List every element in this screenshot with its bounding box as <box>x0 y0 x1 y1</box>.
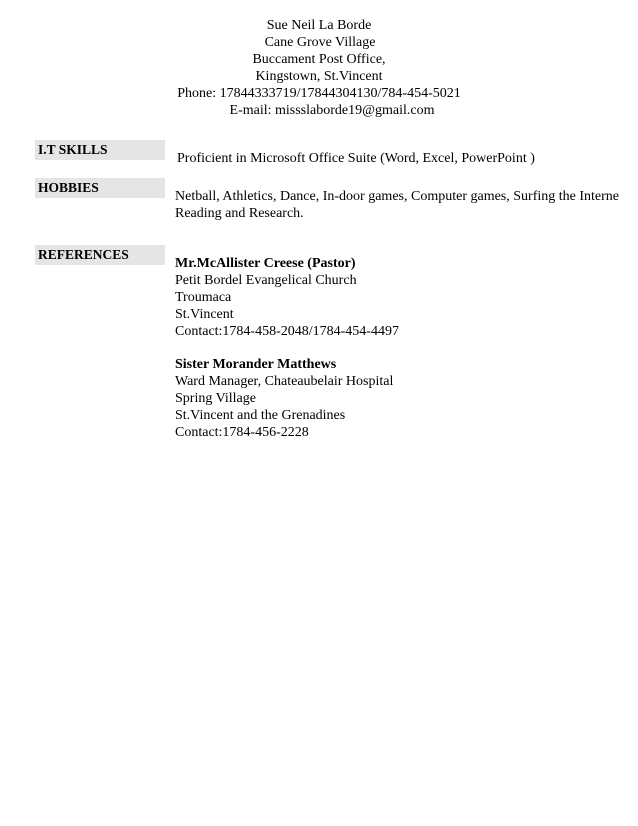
reference-2-line-2: Spring Village <box>175 391 256 406</box>
email-line: E-mail: missslaborde19@gmail.com <box>229 103 435 118</box>
reference-1-line-1: Petit Bordel Evangelical Church <box>175 273 357 288</box>
reference-2-line-3: St.Vincent and the Grenadines <box>175 408 346 423</box>
reference-1-line-2: Troumaca <box>175 290 232 305</box>
it-skills-heading: I.T SKILLS <box>35 140 165 160</box>
phone-line: Phone: 17844333719/17844304130/784-454-5021 <box>177 86 461 101</box>
address-line-3: Kingstown, St.Vincent <box>255 69 383 84</box>
reference-2-contact: Contact:1784-456-2228 <box>175 425 309 440</box>
hobbies-line-1: Netball, Athletics, Dance, In-door games, Computer games, Surfing the Interne <box>175 189 619 204</box>
reference-2-line-1: Ward Manager, Chateaubelair Hospital <box>175 374 394 389</box>
reference-2 <box>175 356 393 441</box>
hobbies-heading: HOBBIES <box>35 178 165 198</box>
reference-1 <box>175 255 399 340</box>
reference-1-name: Mr.McAllister Creese (Pastor) <box>175 256 356 271</box>
hobbies-text <box>175 188 619 222</box>
it-skills-text: Proficient in Microsoft Office Suite (Word, Excel, PowerPoint ) <box>177 151 535 166</box>
applicant-name: Sue Neil La Borde <box>266 18 372 33</box>
reference-2-name: Sister Morander Matthews <box>175 357 337 372</box>
reference-1-contact: Contact:1784-458-2048/1784-454-4497 <box>175 324 399 339</box>
contact-header <box>0 17 638 119</box>
address-line-1: Cane Grove Village <box>264 35 376 50</box>
address-line-2: Buccament Post Office, <box>252 52 386 67</box>
reference-1-line-3: St.Vincent <box>175 307 234 322</box>
hobbies-line-2: Reading and Research. <box>175 206 304 221</box>
references-heading: REFERENCES <box>35 245 165 265</box>
